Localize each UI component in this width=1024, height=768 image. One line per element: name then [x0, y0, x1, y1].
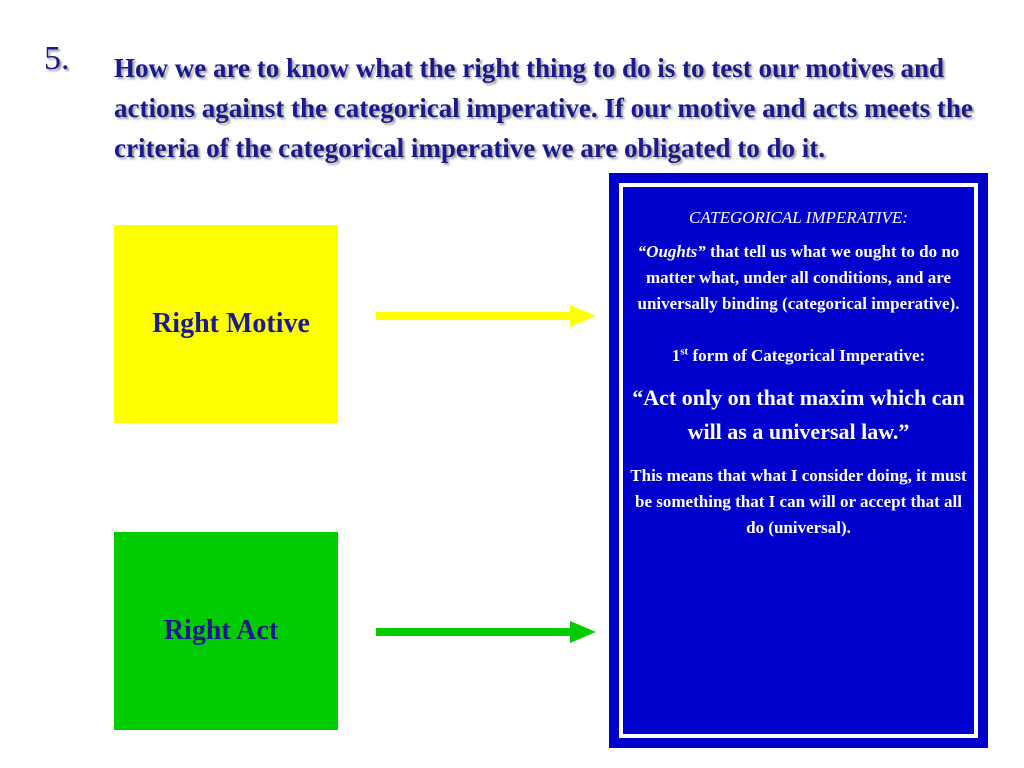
arrow-right-icon	[376, 618, 598, 648]
panel-title: CATEGORICAL IMPERATIVE:	[689, 208, 908, 227]
slide-heading: How we are to know what the right thing to do is to test our motives and actions against the categorical imperative. If our motive and acts meets the criteria of the categorical imperative we are obligated to do it.	[114, 53, 973, 163]
item-number: 5.	[44, 40, 70, 77]
right-motive-box	[114, 225, 338, 423]
form-text: form of Categorical Imperative:	[688, 346, 926, 365]
panel-definition	[629, 239, 968, 317]
form-number: 1	[671, 346, 681, 365]
panel-frame	[619, 183, 978, 738]
arrow-right-icon	[376, 302, 598, 332]
right-act-box	[114, 532, 338, 730]
right-act-label: Right Act	[163, 615, 279, 646]
maxim-quote: “Act only on that maxim which can will as a universal law.”	[632, 385, 965, 444]
form-ordinal: st	[680, 345, 689, 358]
first-form-heading	[629, 343, 968, 369]
explanation-text: This means that what I consider doing, it must be something that I can will or accept that all do (universal).	[630, 466, 967, 537]
definition-text: that tell us what we ought to do no matter what, under all conditions, and are universally binding (categorical imperative).	[637, 242, 960, 313]
categorical-imperative-panel	[609, 173, 988, 748]
right-motive-label: Right Motive	[152, 308, 310, 339]
oughts-term: “Oughts”	[637, 242, 706, 261]
